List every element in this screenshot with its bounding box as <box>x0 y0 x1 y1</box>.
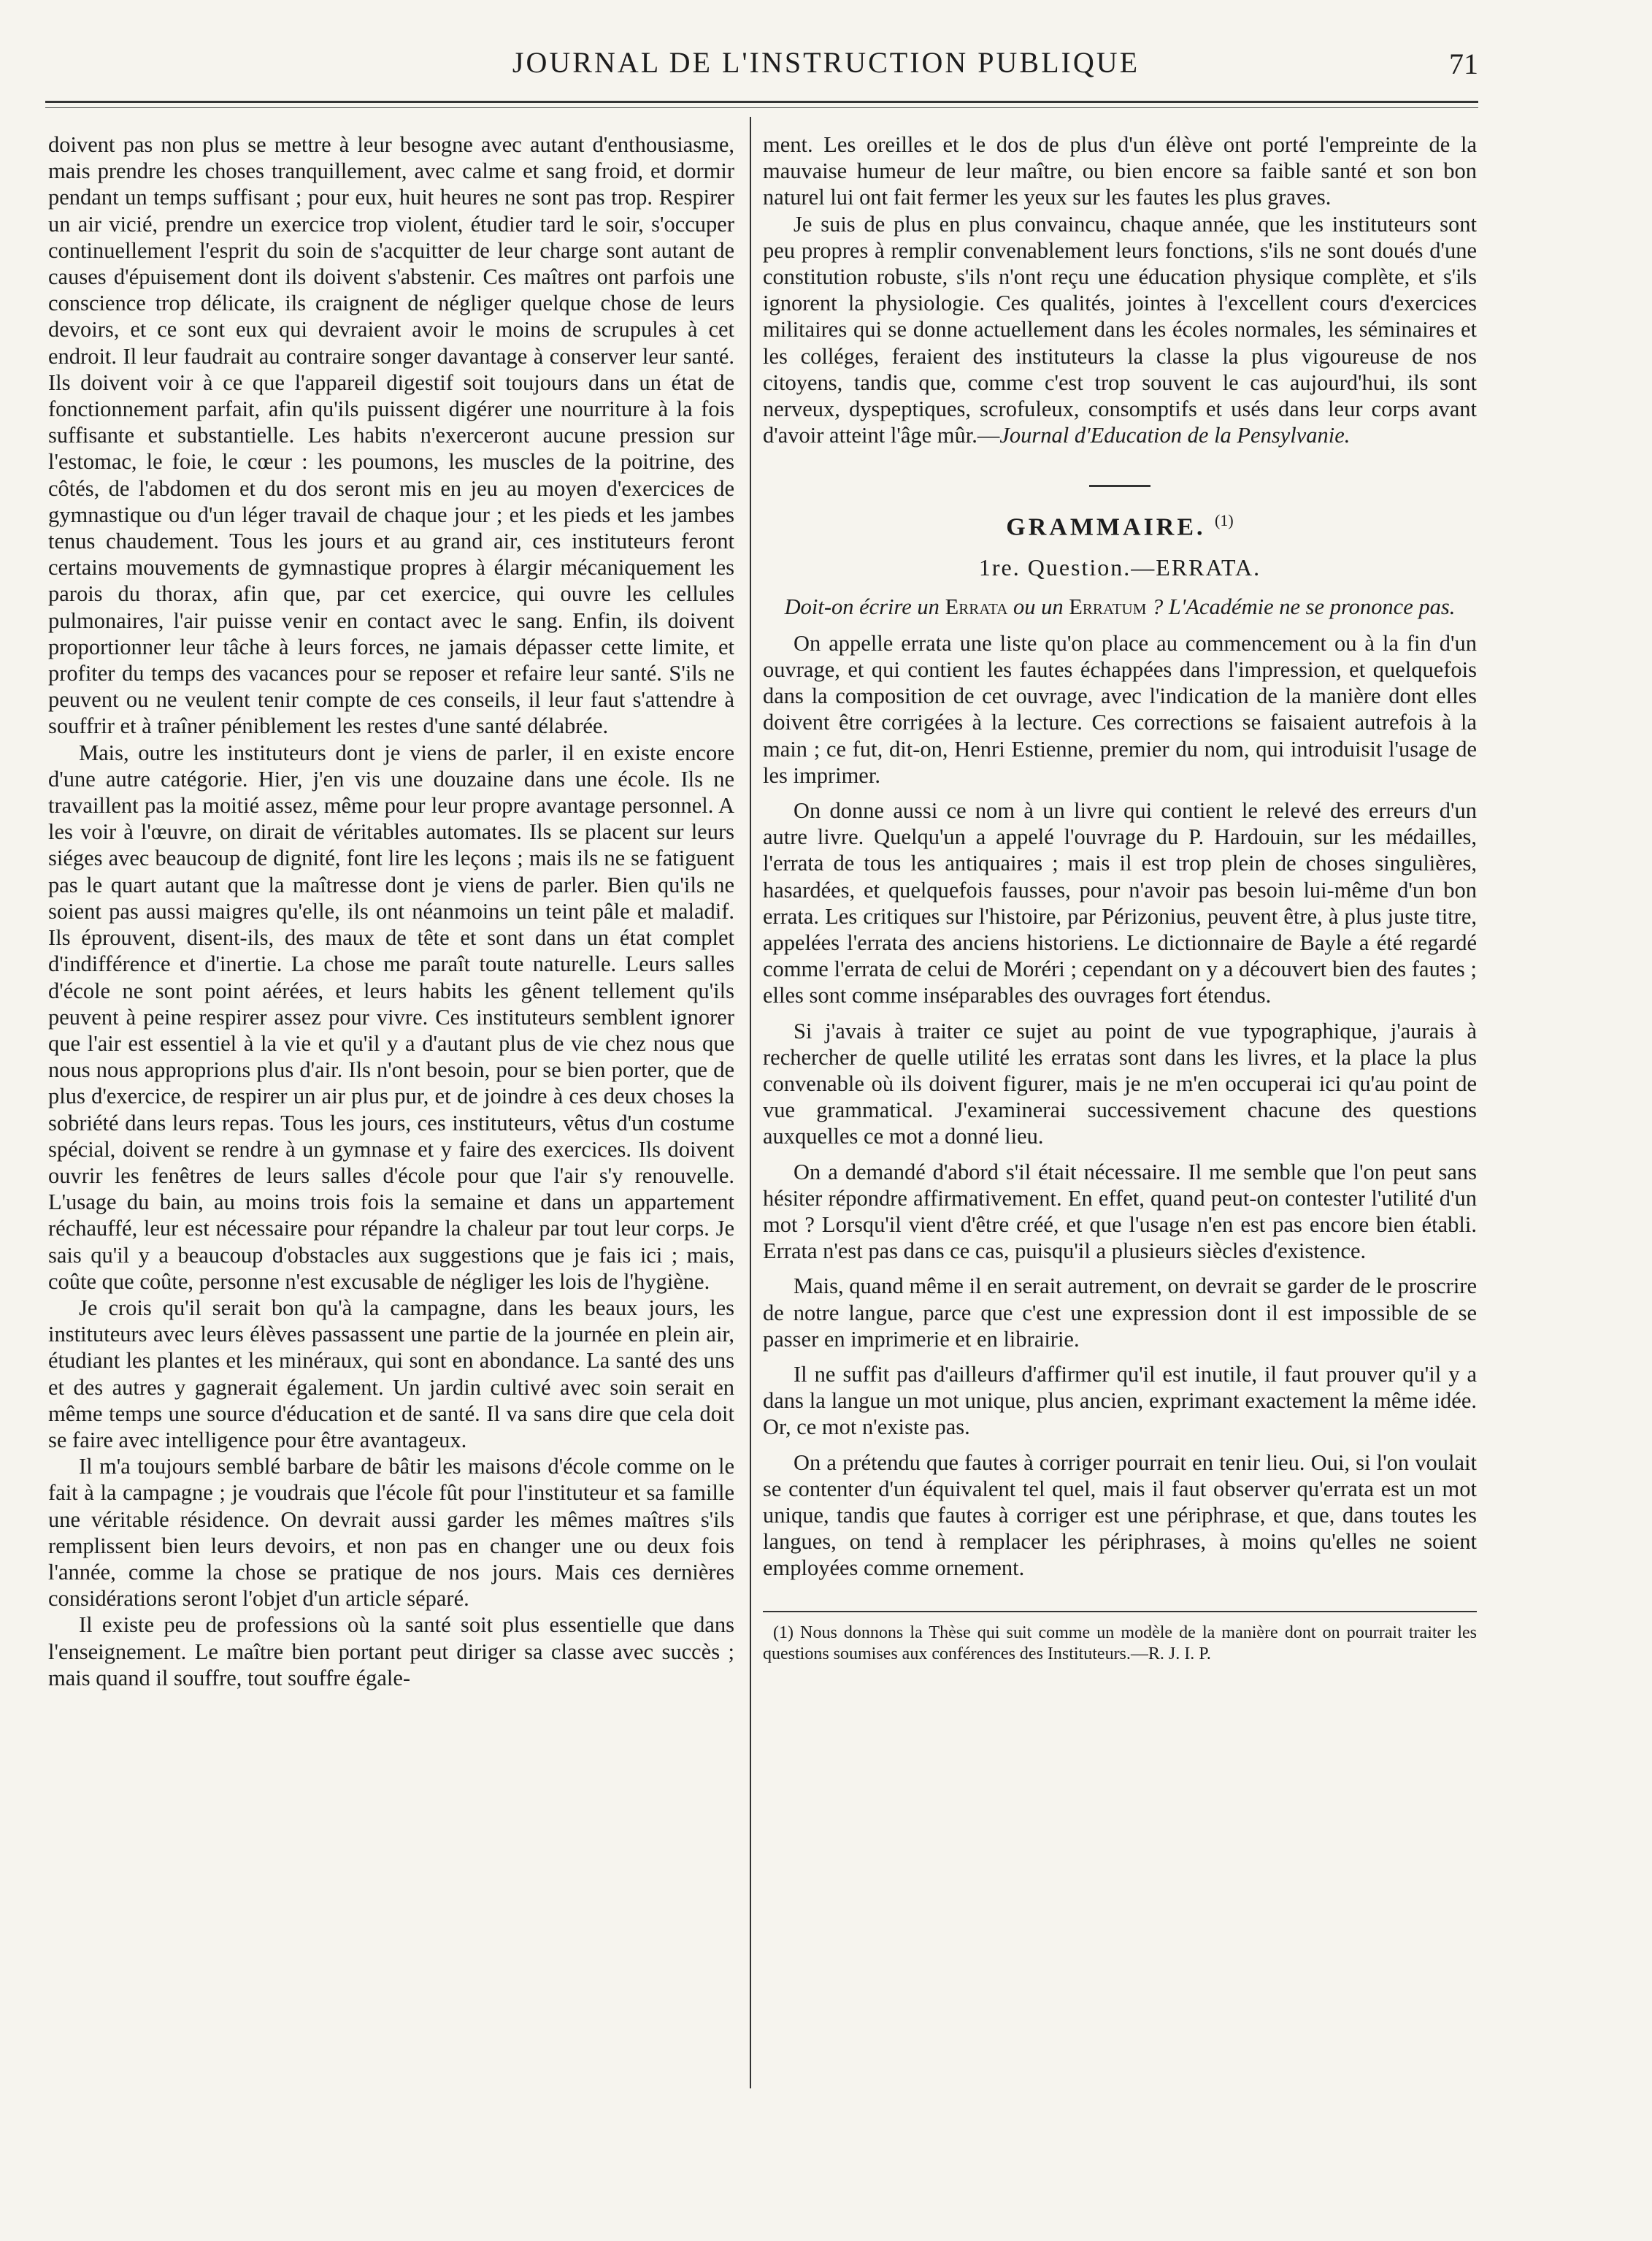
subtitle-part: Doit-on écrire un <box>784 594 945 619</box>
right-column <box>763 131 1477 1665</box>
left-paragraph-1: doivent pas non plus se mettre à leur besogne avec autant d'enthousiasme, mais prendre les choses tranquillement, avec calme et sang froid, et dormir pendant un temps suffisant ; pour eux, huit heures ne sont pas trop. Respirer un air vicié, prendre un exercice trop violent, étudier tard le soir, s'occuper continuellement l'esprit du soin de s'acquitter de leur charge sont autant de causes d'épuisement dont ils doivent s'abstenir. Ces maîtres ont parfois une conscience trop délicate, ils craignent de négliger quelque chose de leurs devoirs, et ce sont eux qui devraient avoir le moins de scrupules à cet endroit. Il leur faudrait au contraire songer davantage à conserver leur santé. Ils doivent voir à ce que l'appareil digestif soit toujours dans un état de fonctionnement parfait, afin qu'ils puissent digérer une nourriture à la fois suffisante et substantielle. Les habits n'exerceront aucune pression sur l'estomac, le foie, le cœur : les poumons, les muscles de la poitrine, des côtés, de l'abdomen et du dos seront mis en jeu au moyen d'exercices de gymnastique ou d'un léger travail de chaque jour ; et les pieds et les jambes tenus chaudement. Tous les jours et au grand air, ces instituteurs feront certains mouvements de gymnastique propres à élargir mécaniquement les parois du thorax, afin que, par cet exercice, qui ouvre les cellules pulmonaires, l'air puisse venir en contact avec le sang. Enfin, ils doivent proportionner leur tâche à leurs forces, ne jamais dépasser cette limite, et profiter du temps des vacances pour se reposer et refaire leur santé. S'ils ne peuvent ou ne veulent tenir compte de ces conseils, il leur faut s'attendre à souffrir et à traîner péniblement les restes d'une santé délabrée. <box>48 132 734 739</box>
left-paragraph-3: Je crois qu'il serait bon qu'à la campagne, dans les beaux jours, les instituteurs avec leurs élèves passassent une partie de la journée en plein air, étudiant les plantes et les minéraux, qui sont en abondance. La santé des uns et des autres y gagnerait également. Un jardin cultivé avec soin serait en même temps une source d'éducation et de santé. Il va sans dire que cela doit se faire avec intelligence pour être avantageux. <box>48 1295 734 1452</box>
header-rule-thin <box>45 107 1478 108</box>
body-paragraph-6: Il ne suffit pas d'ailleurs d'affirmer qu'il est inutile, il faut prouver qu'il y a dans la langue un mot unique, plus ancien, exprimant exactement la même idée. Or, ce mot n'existe pas. <box>763 1362 1477 1440</box>
section-title-text: GRAMMAIRE. <box>1006 513 1206 541</box>
source-credit: Journal d'Education de la Pensylvanie. <box>999 423 1351 448</box>
left-paragraph-2: Mais, outre les instituteurs dont je viens de parler, il en existe encore d'une autre catégorie. Hier, j'en vis une douzaine dans une école. Ils ne travaillent pas la moitié assez, même pour leur propre avantage personnel. A les voir à l'œuvre, on dirait de véritables automates. Ils se placent sur leurs siéges avec beaucoup de dignité, font lire les leçons ; mais ils ne se fatiguent pas le quart autant que la maîtresse dont je viens de parler. Bien qu'ils ne soient pas aussi maigres qu'elle, ils ont néanmoins un teint pâle et maladif. Ils éprouvent, disent-ils, des maux de tête et sont dans un état complet d'indifférence et d'inertie. La chose me paraît toute naturelle. Leurs salles d'école ne sont point aérées, et leurs habits les gênent tellement qu'ils peuvent à peine respirer assez pour vivre. Ces instituteurs semblent ignorer que l'air est essentiel à la vie et qu'il y a d'autant plus de vie chez nous que nous nous approprions plus d'air. Ils n'ont besoin, pour se bien porter, que de plus d'exercice, de respirer un air plus pur, et de joindre à ces deux choses la sobriété dans leurs repas. Tous les jours, ces instituteurs, vêtus d'un costume spécial, doivent se rendre à un gymnase et y faire des exercices. Ils doivent ouvrir les fenêtres de leurs salles d'école pour que l'air s'y renouvelle. L'usage du bain, au moins trois fois la semaine et dans un appartement réchauffé, leur est nécessaire pour répandre la chaleur par tout leur corps. Je sais qu'il y a beaucoup d'obstacles aux suggestions que je fais ici ; mais, coûte que coûte, personne n'est excusable de négliger les lois de l'hygiène. <box>48 740 734 1294</box>
running-title: JOURNAL DE L'INSTRUCTION PUBLIQUE <box>512 46 1140 79</box>
body-paragraph-5: Mais, quand même il en serait autrement, on devrait se garder de le proscrire de notre langue, parce que c'est une expression dont il est impossible de se passer en imprimerie et en librairie. <box>763 1273 1477 1352</box>
left-paragraph-5: Il existe peu de professions où la santé soit plus essentielle que dans l'enseignement. Le maître bien portant peut diriger sa classe avec succès ; mais quand il souffre, tout souffre égale- <box>48 1612 734 1690</box>
footnote-rule <box>763 1611 1477 1612</box>
subtitle-errata: Errata <box>945 594 1008 619</box>
section-separator <box>1089 485 1150 487</box>
body-paragraph-3: Si j'avais à traiter ce sujet au point de vue typographique, j'aurais à rechercher de quelle utilité les erratas sont dans les livres, et la place la plus convenable où ils doivent figurer, mais je ne m'en occuperai ici qu'au point de vue grammatical. J'examinerai successivement chacune des questions auxquelles ce mot a donné lieu. <box>763 1018 1477 1149</box>
subtitle-part: ou un <box>1007 594 1069 619</box>
right-paragraph-2 <box>763 211 1477 449</box>
body-paragraph-4: On a demandé d'abord s'il était nécessaire. Il me semble que l'on peut sans hésiter répondre affirmativement. En effet, quand peut-on contester l'utilité d'un mot ? Lorsqu'il vient d'être créé, et que l'usage n'en est pas encore bien établi. Errata n'est pas dans ce cas, puisqu'il a plusieurs siècles d'existence. <box>763 1159 1477 1264</box>
question-heading: 1re. Question.—ERRATA. <box>978 553 1261 581</box>
body-paragraph-7: On a prétendu que fautes à corriger pourrait en tenir lieu. Oui, si l'on voulait se contenter d'un équivalent tel quel, mais il faut observer qu'errata est un mot unique, tandis que fautes à corriger est une périphrase, et que, dans toutes les langues, on tend à remplacer les périphrases, à moins qu'elles ne soient employées comme ornement. <box>763 1449 1477 1581</box>
left-column <box>48 131 734 1691</box>
footnote-mark: (1) <box>1215 511 1234 530</box>
subtitle-part: ? L'Académie ne se prononce pas. <box>1146 594 1456 619</box>
right-paragraph-2-text: Je suis de plus en plus convaincu, chaque année, que les instituteurs sont peu propres à remplir convenablement leurs fonctions, s'ils ne sont doués d'une constitution robuste, s'ils n'ont reçu une éducation physique complète, et s'ils ignorent la physiologie. Ces qualités, jointes à l'excellent cours d'exercices militaires qui se donne actuellement dans les écoles normales, les séminaires et les colléges, feraient des instituteurs la classe la plus vigoureuse de nos citoyens, tandis que, comme c'est trop souvent le cas aujourd'hui, ils sont nerveux, dyspeptiques, scrofuleux, consomptifs et usés dans leur corps avant d'avoir atteint l'âge mûr.— <box>763 211 1477 448</box>
body-paragraph-1: On appelle errata une liste qu'on place au commencement ou à la fin d'un ouvrage, et qui contient les fautes échappées dans l'impression, et quelquefois dans la composition de cet ouvrage, avec l'indication de la manière dont elles doivent être corrigées à la lecture. Ces corrections se faisaient autrefois à la main ; ce fut, dit-on, Henri Estienne, premier du nom, qui introduisit l'usage de les imprimer. <box>763 630 1477 788</box>
page-number: 71 <box>1449 47 1478 80</box>
question-subtitle <box>783 594 1456 620</box>
right-paragraph-1: ment. Les oreilles et le dos de plus d'un élève ont porté l'empreinte de la mauvaise humeur de leur maître, ou bien encore sa faible santé et son bon naturel lui ont fait fermer les yeux sur les fautes les plus graves. <box>763 132 1477 210</box>
left-paragraph-4: Il m'a toujours semblé barbare de bâtir les maisons d'école comme on le fait à la campagne ; je voudrais que l'école fût pour l'instituteur et sa famille une véritable résidence. On devrait aussi garder les mêmes maîtres s'ils remplissent bien leurs devoirs, et non pas en changer une ou deux fois l'année, comme la chose se pratique de nos jours. Mais ces dernières considérations seront l'objet d'un article séparé. <box>48 1454 734 1612</box>
subtitle-erratum: Erratum <box>1069 594 1147 619</box>
body-paragraph-2: On donne aussi ce nom à un livre qui contient le relevé des erreurs d'un autre livre. Quelqu'un a appelé l'ouvrage du P. Hardouin, sur les médailles, l'errata de tous les antiquaires ; mais il est trop plein de choses singulières, hasardées, et quelquefois fausses, pour n'avoir pas besoin lui-même d'un bon errata. Les critiques sur l'histoire, par Périzonius, peuvent être, à plus juste titre, appelées l'errata des anciens historiens. Le dictionnaire de Bayle a été regardé comme l'errata de celui de Moréri ; cependant on y a découvert bien des fautes ; elles sont comme inséparables des ouvrages fort étendus. <box>763 797 1477 1008</box>
column-divider <box>750 117 751 2088</box>
footnote: (1) Nous donnons la Thèse qui suit comme un modèle de la manière dont on pourrait traiter les questions soumises aux conférences des Instituteurs.—R. J. I. P. <box>763 1623 1477 1663</box>
header-rule <box>45 101 1478 103</box>
section-title <box>763 506 1477 542</box>
